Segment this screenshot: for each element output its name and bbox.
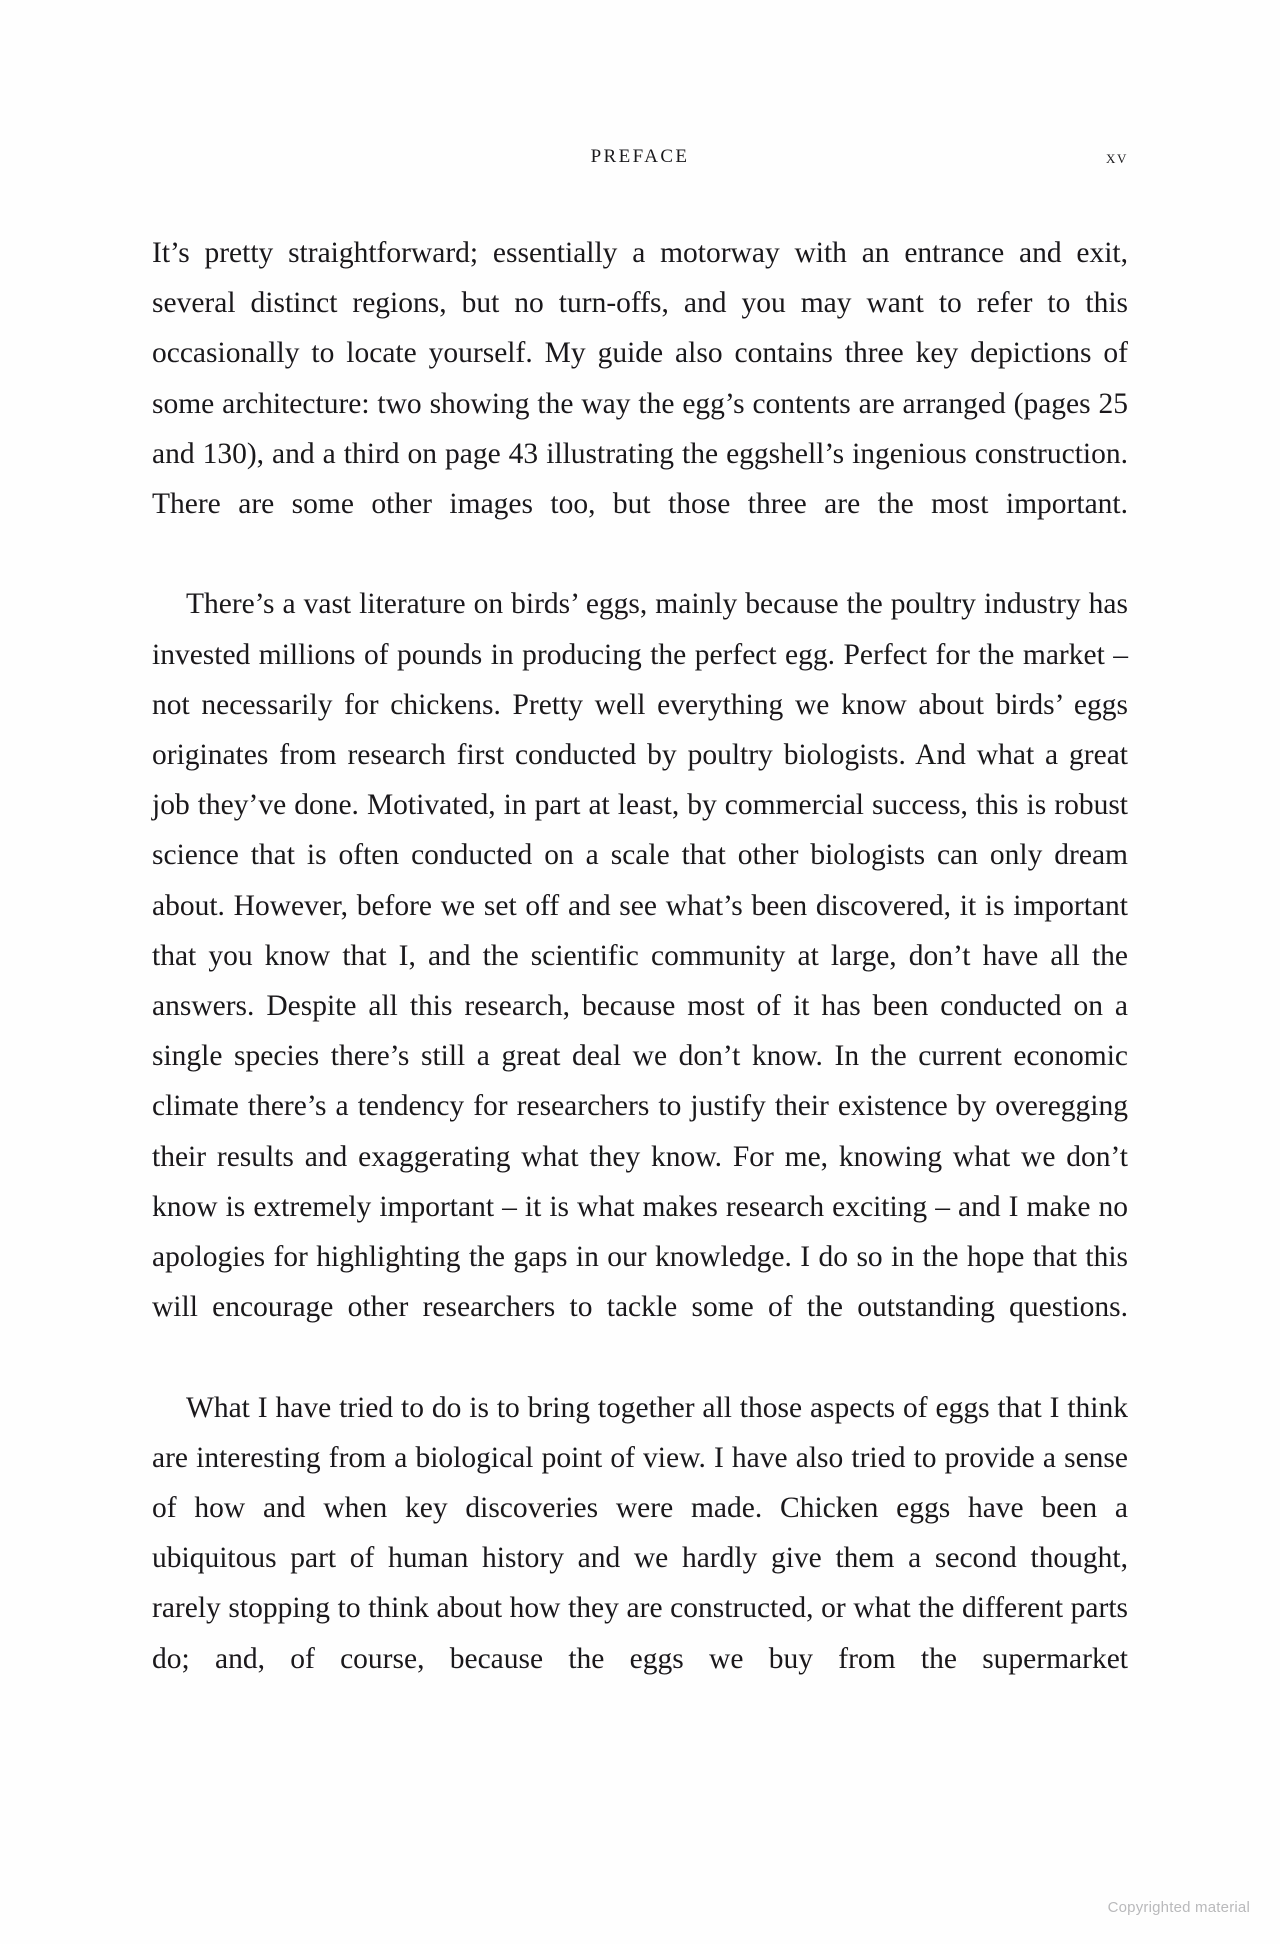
paragraph: It’s pretty straightforward; essentially a motorway with an entrance and exit, several distinct regions, but no turn-offs, and you may want to refer to this occasionally to locate yourself. My guide also contains three key depictions of some architecture: two showing the way the egg’s contents are arranged (pages 25 and 130), and a third on page 43 illustrating the eggshell’s ingenious construction. There are some other images too, but those three are the most important.	[152, 237, 1128, 521]
paragraph: What I have tried to do is to bring together all those aspects of eggs that I think are interesting from a biological point of view. I have also tried to provide a sense of how and when key discoveries were made. Chicken eggs have been a ubiquitous part of human history and we hardly give them a second thought, rarely stopping to think about how they are constructed, or what the different parts do; and, of course, because the eggs we buy from the supermarket	[152, 1391, 1128, 1675]
running-head	[152, 146, 1128, 172]
page-number: xv	[1106, 147, 1128, 168]
body-text-block	[152, 228, 1128, 1734]
copyright-watermark: Copyrighted material	[1107, 1899, 1250, 1916]
paragraph: There’s a vast literature on birds’ eggs, mainly because the poultry industry has invested millions of pounds in producing the perfect egg. Perfect for the market – not necessarily for chickens. Pretty well everything we know about birds’ eggs originates from research first conducted by poultry biologists. And what a great job they’ve done. Motivated, in part at least, by commercial success, this is robust science that is often conducted on a scale that other biologists can only dream about. However, before we set off and see what’s been discovered, it is important that you know that I, and the scientific community at large, don’t have all the answers. Despite all this research, because most of it has been conducted on a single species there’s still a great deal we don’t know. In the current economic climate there’s a tendency for researchers to justify their existence by overegging their results and exaggerating what they know. For me, knowing what we don’t know is extremely important – it is what makes research exciting – and I make no apologies for highlighting the gaps in our knowledge. I do so in the hope that this will encourage other researchers to tackle some of the outstanding questions.	[152, 588, 1128, 1324]
running-head-title: PREFACE	[590, 146, 690, 167]
